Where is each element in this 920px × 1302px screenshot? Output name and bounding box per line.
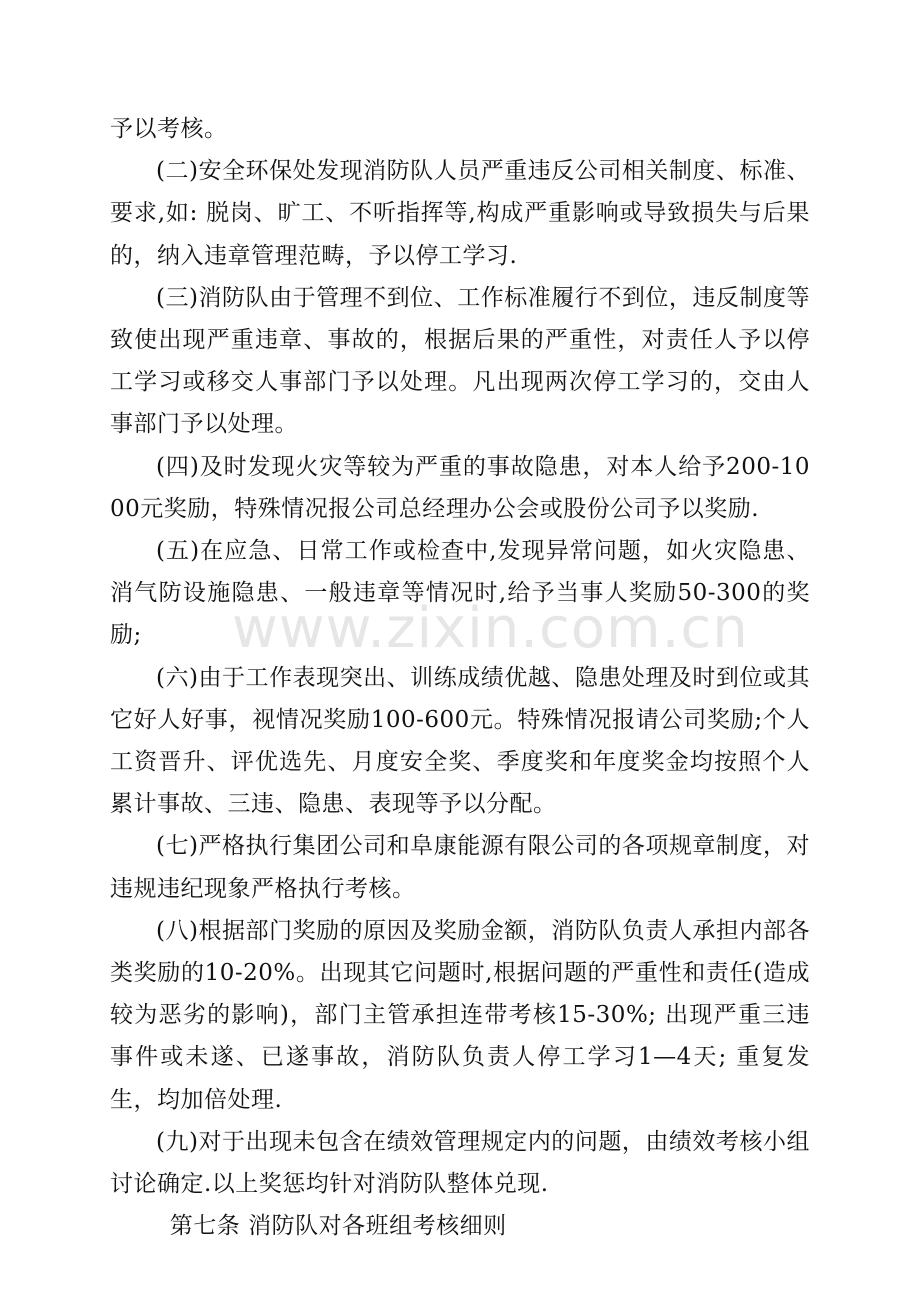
paragraph-item-3: (三)消防队由于管理不到位、工作标准履行不到位，违反制度等致使出现严重违章、事故的，根据后果的严重性，对责任人予以停工学习或移交人事部门予以处理。凡出现两次停工学习的，交由人事部门予以处理。	[110, 284, 810, 438]
watermark: www.zixin.com.cn	[232, 596, 749, 661]
paragraph-item-9: (九)对于出现未包含在绩效管理规定内的问题，由绩效考核小组讨论确定.以上奖惩均针对消防队整体兑现.	[110, 1128, 810, 1198]
document-body	[110, 108, 810, 1247]
paragraph-item-4: (四)及时发现火灾等较为严重的事故隐患，对本人给予200-1000元奖励，特殊情况报公司总经理办公会或股份公司予以奖励.	[110, 453, 810, 522]
paragraph-item-2: (二)安全环保处发现消防队人员严重违反公司相关制度、标准、要求,如: 脱岗、旷工、不听指挥等,构成严重影响或导致损失与后果的，纳入违章管理范畴，予以停工学习.	[110, 158, 810, 269]
article-heading: 第七条 消防队对各班组考核细则	[169, 1213, 507, 1240]
paragraph-item-5: (五)在应急、日常工作或检查中,发现异常问题，如火灾隐患、消气防设施隐患、一般违章等情况时,给予当事人奖励50-300的奖励;	[110, 538, 810, 649]
paragraph-item-6: (六)由于工作表现突出、训练成绩优越、隐患处理及时到位或其它好人好事，视情况奖励100-600元。特殊情况报请公司奖励;个人工资晋升、评优选先、月度安全奖、季度奖和年度奖金均按照个人累计事故、三违、隐患、表现等予以分配。	[110, 664, 810, 818]
paragraph-continuation: 予以考核。	[110, 116, 228, 142]
paragraph-item-7: (七)严格执行集团公司和阜康能源有限公司的各项规章制度，对违规违纪现象严格执行考核。	[110, 833, 810, 902]
paragraph-item-8: (八)根据部门奖励的原因及奖励金额，消防队负责人承担内部各类奖励的10-20%。出现其它问题时,根据问题的严重性和责任(造成较为恶劣的影响)，部门主管承担连带考核15-30%; 出现严重三违事件或未遂、已遂事故，消防队负责人停工学习1—4天; 重复发生，均加倍处理.	[110, 917, 810, 1113]
